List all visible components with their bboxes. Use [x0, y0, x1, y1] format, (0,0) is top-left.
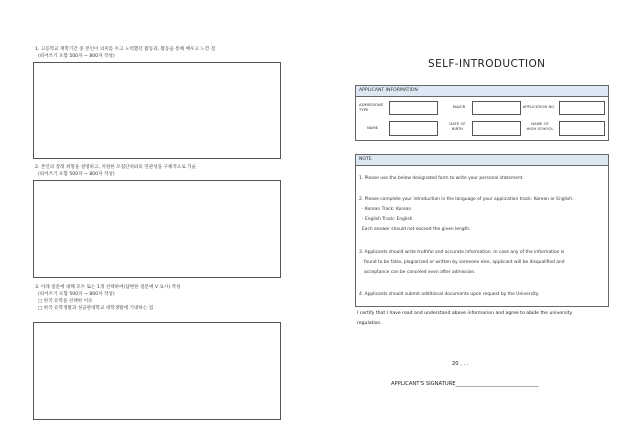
- question-1-answer-box[interactable]: [33, 62, 281, 159]
- name-field[interactable]: [389, 121, 438, 136]
- note-item-3-line-1: 3. Applicants should write truthful and accurate information. In case any of the information is: [359, 250, 565, 255]
- question-2-title: 2. 본인의 장래 희망을 설명하고, 지원한 모집단위와의 연관성을 구체적으로 기술: [35, 165, 196, 170]
- note-header: NOTE: [356, 155, 608, 166]
- question-3-hint: (띄어쓰기 포함 500자 ~ 800자 작성): [38, 292, 115, 297]
- question-2-hint: (띄어쓰기 포함 500자 ~ 800자 작성): [38, 172, 115, 177]
- date-of-birth-field[interactable]: [472, 121, 521, 136]
- note-item-1: 1. Please use the below designated form to write your personal statement.: [359, 176, 524, 181]
- major-label: MAJOR: [452, 104, 466, 109]
- application-no-label: APPLICATION NO.: [522, 104, 556, 109]
- signature-label: APPLICANT'S SIGNATURE: [391, 381, 456, 387]
- question-1-title: 1. 고등학교 재학기간 중 본인이 의미를 두고 노력했던 활동과, 활동을 통해 배우고 느낀 점: [35, 47, 216, 52]
- page-title: SELF-INTRODUCTION: [428, 58, 546, 70]
- question-3-option-1[interactable]: □ 한국 유학을 선택한 이유: [38, 299, 93, 304]
- applicant-information-panel: [355, 85, 609, 141]
- high-school-field[interactable]: [559, 121, 605, 136]
- name-label: NAME: [366, 125, 379, 130]
- note-item-2-korean: - Korean Track: Korean: [362, 207, 412, 212]
- question-3-title: 3. 아래 질문에 대해 모두 또는 1개 선택하여(답변한 질문에 V 표시) 작성: [35, 285, 181, 290]
- note-item-2: 2. Please complete your introduction in the language of your application track: Korean or English.: [359, 197, 574, 202]
- question-1-hint: (띄어쓰기 포함 500자 ~ 800자 작성): [38, 54, 115, 59]
- major-field[interactable]: [472, 101, 521, 115]
- question-3-answer-box[interactable]: [33, 322, 281, 420]
- note-item-4: 4. Applicants should submit additional documents upon request by the University.: [359, 292, 540, 297]
- application-no-field[interactable]: [559, 101, 605, 115]
- certification-statement-end: regulation.: [357, 321, 382, 326]
- note-panel: [355, 154, 609, 307]
- question-3-option-2[interactable]: □ 한국 유학생활과 성균관대학교 대학생활에 기대하는 점: [38, 306, 154, 311]
- admissions-type-label: ADMISSIONS TYPE: [359, 102, 384, 112]
- note-item-3-line-2: found to be false, plagiarized or written by someone else, applicant will be disqualified and: [364, 260, 565, 265]
- note-item-2-english: - English Track: English: [362, 217, 413, 222]
- high-school-label: NAME OF HIGH SCHOOL: [526, 121, 554, 131]
- applicant-information-header: APPLICANT INFORMATION: [356, 86, 608, 97]
- note-item-3-line-3: acceptance can be canceled even after admission.: [364, 270, 476, 275]
- signature-row: [391, 381, 539, 387]
- note-item-2-length: Each answer should not exceed the given length.: [362, 227, 471, 232]
- question-2-answer-box[interactable]: [33, 180, 281, 278]
- admissions-type-field[interactable]: [389, 101, 438, 115]
- signature-line[interactable]: ________________________________: [455, 381, 539, 387]
- date-line[interactable]: 20 . . .: [452, 361, 469, 367]
- date-of-birth-label: DATE OF BIRTH: [449, 121, 466, 131]
- certification-statement: I certify that I have read and understand above informarion and agree to abide the university: [357, 311, 573, 316]
